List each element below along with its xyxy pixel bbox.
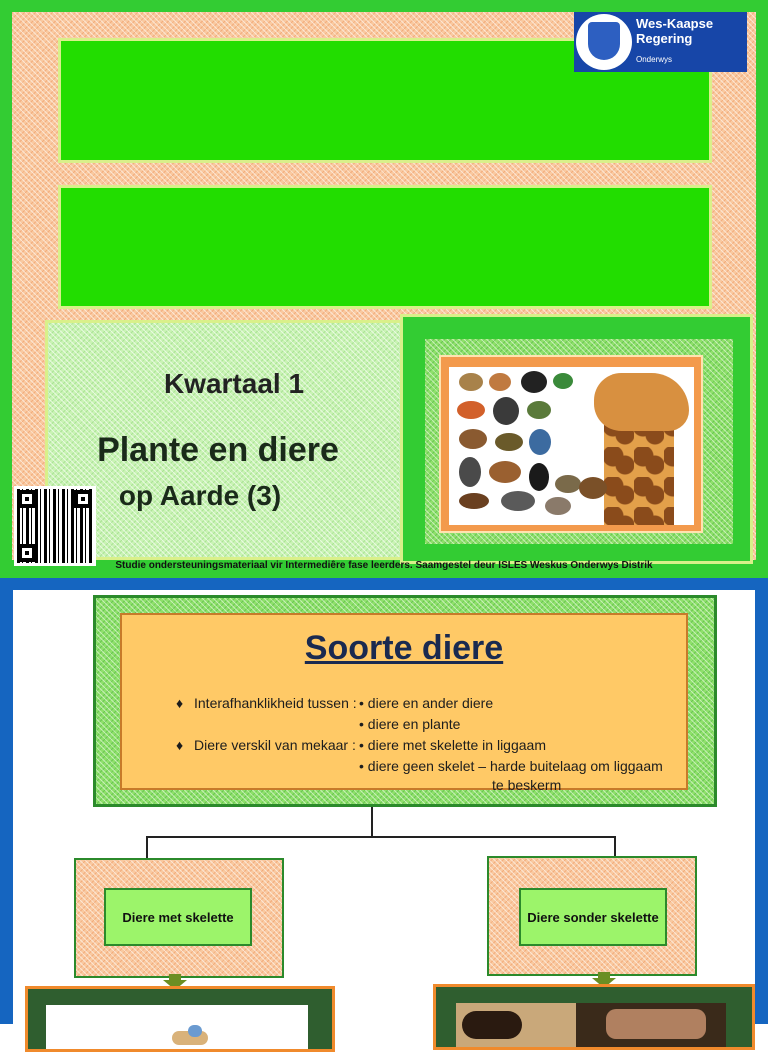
coat-of-arms-icon [576, 14, 632, 70]
vertebrates-image [46, 1005, 308, 1049]
slide-animal-types [0, 578, 768, 1024]
bullet2-item1: • diere met skelette in liggaam [359, 737, 546, 753]
quarter-label: Kwartaal 1 [163, 368, 305, 399]
connector-line [371, 807, 373, 837]
animal-photo-frame [400, 314, 753, 564]
bullet1-label: Interafhanklikheid tussen : [194, 695, 357, 711]
bullet2-item2-continued: te beskerm [492, 777, 562, 793]
heading-title: Soorte diere [304, 629, 504, 667]
logo-line-2: Regering [636, 31, 693, 46]
giraffe-icon [594, 373, 689, 431]
vertebrates-box: Diere met skelette [104, 888, 252, 946]
green-banner-middle [58, 185, 712, 309]
heading-box [120, 613, 688, 793]
logo-line-1: Wes-Kaapse [636, 16, 714, 31]
logo-line-3: Onderwys [636, 55, 673, 64]
wes-kaapse-regering-logo [574, 12, 747, 72]
vertebrates-frame [74, 858, 284, 978]
connector-line [614, 836, 616, 856]
invertebrates-image [456, 1003, 726, 1047]
invertebrates-box: Diere sonder skelette [519, 888, 667, 946]
bullet2-item2: • diere geen skelet – harde buitelaag om liggaam [359, 758, 663, 774]
bullet1-item1: • diere en ander diere [359, 695, 494, 711]
qr-code[interactable] [14, 486, 96, 566]
heading-frame [93, 595, 717, 807]
footer-credit: Studie ondersteuningsmateriaal vir Intermediêre fase leerders. Saamgestel deur ISLES Weskus Onderwys Distrik [115, 560, 653, 571]
animals-collage-image [449, 367, 694, 525]
title-box [45, 320, 403, 560]
invertebrates-image-frame [433, 984, 755, 1050]
bullet-icon: ♦ [176, 737, 184, 753]
invertebrates-frame [487, 856, 697, 976]
connector-line [146, 836, 148, 858]
title-line-2: op Aarde (3) [118, 480, 282, 511]
bullet2-label: Diere verskil van mekaar : [194, 737, 356, 753]
bullet-icon: ♦ [176, 695, 184, 711]
title-line-1: Plante en diere [97, 431, 339, 469]
connector-line [146, 836, 616, 838]
bullet1-item2: • diere en plante [359, 716, 461, 732]
vertebrates-image-frame [25, 986, 335, 1052]
